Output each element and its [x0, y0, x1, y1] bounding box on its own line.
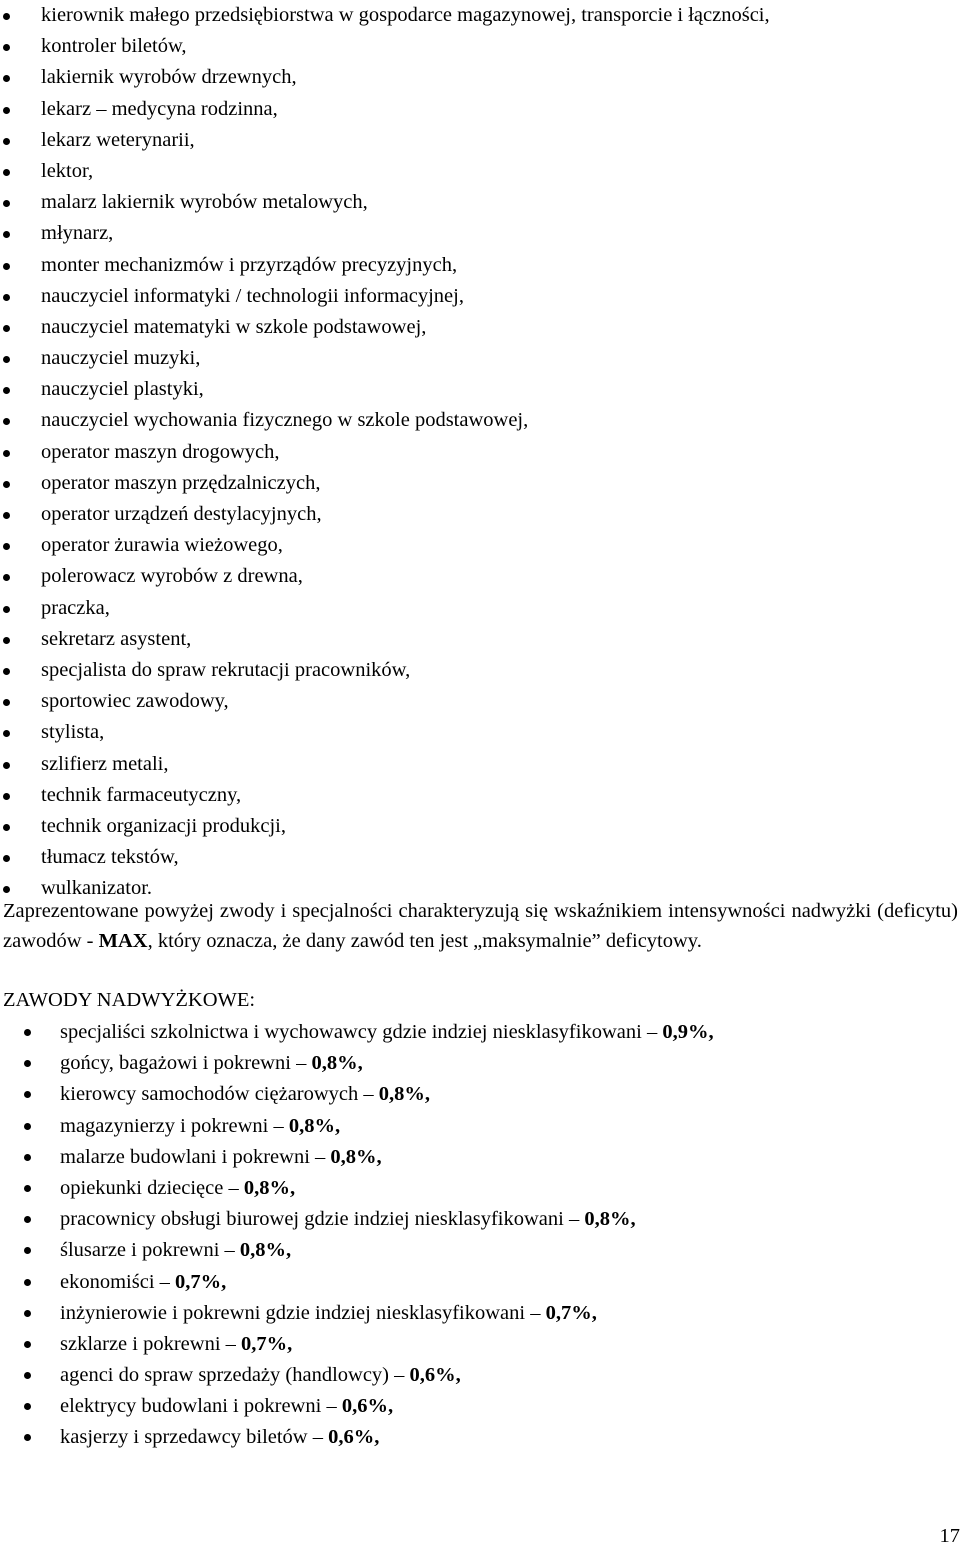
bullet-icon	[24, 1341, 31, 1348]
list-item	[0, 1329, 960, 1360]
list-item	[0, 624, 960, 655]
bullet-icon	[3, 543, 10, 550]
profession-name: agenci do spraw sprzedaży (handlowcy)	[60, 1364, 390, 1387]
dash-separator: –	[220, 1332, 242, 1355]
list-item	[0, 437, 960, 468]
dash-separator: –	[321, 1395, 342, 1418]
list-item	[0, 686, 960, 717]
list-item-text: technik farmaceutyczny,	[41, 783, 242, 806]
bullet-icon	[3, 512, 10, 519]
profession-name: inżynierowie i pokrewni gdzie indziej niesklasyfikowani	[60, 1301, 526, 1324]
list-item-text: operator żurawia wieżowego,	[41, 534, 283, 557]
list-item	[0, 1017, 960, 1048]
bullet-icon	[3, 263, 10, 270]
bullet-icon	[3, 44, 10, 51]
dash-separator: –	[219, 1239, 240, 1262]
list-item-text: kontroler biletów,	[41, 35, 187, 58]
profession-name: elektrycy budowlani i pokrewni	[60, 1395, 322, 1418]
list-item	[0, 1422, 960, 1453]
page-number: 17	[939, 1525, 960, 1547]
bullet-icon	[3, 793, 10, 800]
profession-name: opiekunki dziecięce	[60, 1176, 224, 1199]
list-item	[0, 343, 960, 374]
surplus-value: 0,8%,	[243, 1176, 296, 1199]
bullet-icon	[3, 418, 10, 425]
list-item-text: tłumacz tekstów,	[41, 846, 179, 869]
list-item-text: operator maszyn drogowych,	[41, 440, 280, 463]
paragraph-text-start: Zaprezentowane powyżej zwody i specjalności charakteryzują się wskaźnikiem intensywności nadwyżki (deficytu) zawodów -	[3, 900, 958, 952]
list-item	[0, 1360, 960, 1391]
profession-name: specjaliści szkolnictwa i wychowawcy gdzie indziej niesklasyfikowani	[60, 1021, 642, 1043]
surplus-professions-list	[0, 1017, 960, 1454]
list-item-text: kierownik małego przedsiębiorstwa w gospodarce magazynowej, transporcie i łączności,	[41, 4, 770, 26]
bullet-icon	[24, 1216, 31, 1223]
list-item-text: praczka,	[41, 596, 110, 619]
list-item	[0, 312, 960, 343]
list-item-text: nauczyciel plastyki,	[41, 378, 204, 401]
bullet-icon	[3, 107, 10, 114]
bullet-icon	[3, 450, 10, 457]
bullet-icon	[24, 1123, 31, 1130]
dash-separator: –	[307, 1426, 329, 1449]
surplus-value: 0,6%,	[328, 1426, 380, 1449]
list-item	[0, 749, 960, 780]
bullet-icon	[3, 668, 10, 675]
list-item	[0, 187, 960, 218]
surplus-value: 0,7%,	[241, 1332, 293, 1355]
list-item-text: monter mechanizmów i przyrządów precyzyjnych,	[41, 253, 458, 276]
list-item	[0, 1048, 960, 1079]
bullet-icon	[3, 356, 10, 363]
bullet-icon	[3, 200, 10, 207]
surplus-value: 0,8%,	[288, 1114, 341, 1137]
surplus-value: 0,8%,	[239, 1239, 292, 1262]
list-item-text: sportowiec zawodowy,	[41, 690, 229, 713]
list-item	[0, 1235, 960, 1266]
dash-separator: –	[290, 1052, 312, 1075]
list-item	[0, 530, 960, 561]
bullet-icon	[3, 481, 10, 488]
dash-separator: –	[154, 1270, 176, 1293]
bullet-icon	[3, 637, 10, 644]
list-item	[0, 811, 960, 842]
list-item	[0, 1298, 960, 1329]
list-item	[0, 1079, 960, 1110]
profession-name: malarze budowlani i pokrewni	[60, 1145, 310, 1168]
list-item	[0, 374, 960, 405]
list-item	[0, 499, 960, 530]
bullet-icon	[3, 824, 10, 831]
list-item-text: młynarz,	[41, 222, 114, 245]
bullet-icon	[24, 1154, 31, 1161]
profession-name: pracownicy obsługi biurowej gdzie indziej niesklasyfikowani	[60, 1208, 564, 1231]
list-item	[0, 250, 960, 281]
bullet-icon	[3, 169, 10, 176]
bullet-icon	[3, 325, 10, 332]
paragraph-text-end: , który oznacza, że dany zawód ten jest „maksymalnie” deficytowy.	[147, 930, 702, 952]
bullet-icon	[3, 886, 10, 893]
list-item	[0, 281, 960, 312]
list-item	[0, 405, 960, 436]
surplus-value: 0,8%,	[378, 1083, 431, 1106]
list-item-text: nauczyciel wychowania fizycznego w szkole podstawowej,	[41, 409, 529, 432]
list-item-text: sekretarz asystent,	[41, 627, 192, 650]
list-item-text: lakiernik wyrobów drzewnych,	[41, 66, 297, 89]
bullet-icon	[3, 855, 10, 862]
list-item-text: polerowacz wyrobów z drewna,	[41, 565, 303, 588]
bullet-icon	[24, 1185, 31, 1192]
list-item-text: specjalista do spraw rekrutacji pracowników,	[41, 658, 411, 681]
dash-separator: –	[641, 1021, 663, 1043]
bullet-icon	[3, 13, 10, 20]
list-item	[0, 1267, 960, 1298]
dash-separator: –	[223, 1176, 244, 1199]
bullet-icon	[3, 138, 10, 145]
list-item	[0, 468, 960, 499]
bullet-icon	[3, 730, 10, 737]
list-item	[0, 1142, 960, 1173]
dash-separator: –	[309, 1145, 331, 1168]
list-item	[0, 842, 960, 873]
list-item	[0, 561, 960, 592]
bullet-icon	[3, 294, 10, 301]
list-item-text: lektor,	[41, 159, 94, 182]
surplus-value: 0,8%,	[584, 1208, 636, 1231]
surplus-value: 0,6%,	[341, 1395, 394, 1418]
bullet-icon	[24, 1372, 31, 1379]
list-item	[0, 1111, 960, 1142]
surplus-value: 0,6%,	[409, 1364, 461, 1387]
bullet-icon	[3, 75, 10, 82]
paragraph-bold-max: MAX	[98, 930, 148, 952]
surplus-value: 0,7%,	[545, 1301, 597, 1324]
list-item-text: nauczyciel matematyki w szkole podstawowej,	[41, 315, 427, 338]
bullet-icon	[24, 1029, 31, 1036]
profession-name: kierowcy samochodów ciężarowych	[60, 1083, 359, 1106]
dash-separator: –	[268, 1114, 289, 1137]
profession-name: ekonomiści	[60, 1270, 155, 1293]
list-item-text: nauczyciel muzyki,	[41, 347, 201, 370]
list-item	[0, 1391, 960, 1422]
list-item	[0, 593, 960, 624]
bullet-icon	[3, 606, 10, 613]
bullet-icon	[24, 1310, 31, 1317]
list-item-text: szlifierz metali,	[41, 752, 169, 775]
list-item	[0, 156, 960, 187]
bullet-icon	[24, 1403, 31, 1410]
list-item-text: lekarz – medycyna rodzinna,	[41, 97, 278, 120]
bullet-icon	[3, 231, 10, 238]
list-item	[0, 218, 960, 249]
profession-name: kasjerzy i sprzedawcy biletów	[60, 1426, 308, 1449]
bullet-icon	[3, 574, 10, 581]
profession-name: magazynierzy i pokrewni	[60, 1114, 269, 1137]
bullet-icon	[24, 1091, 31, 1098]
bullet-icon	[3, 699, 10, 706]
list-item	[0, 94, 960, 125]
list-item	[0, 717, 960, 748]
bullet-icon	[24, 1060, 31, 1067]
list-item	[0, 125, 960, 156]
dash-separator: –	[563, 1208, 585, 1231]
list-item	[0, 780, 960, 811]
list-item-text: operator urządzeń destylacyjnych,	[41, 503, 322, 525]
list-item-text: stylista,	[41, 721, 105, 744]
bullet-icon	[3, 387, 10, 394]
bullet-icon	[3, 762, 10, 769]
list-item	[0, 1173, 960, 1204]
profession-name: gońcy, bagażowi i pokrewni	[60, 1052, 291, 1075]
list-item-text: nauczyciel informatyki / technologii informacyjnej,	[41, 284, 464, 307]
surplus-value: 0,8%,	[330, 1145, 382, 1168]
bullet-icon	[24, 1279, 31, 1286]
list-item-text: lekarz weterynarii,	[41, 128, 195, 151]
list-item	[0, 1204, 960, 1235]
surplus-value: 0,7%,	[175, 1270, 227, 1293]
list-item	[0, 62, 960, 93]
bullet-icon	[24, 1247, 31, 1254]
list-item-text: operator maszyn przędzalniczych,	[41, 471, 321, 494]
surplus-value: 0,9%,	[662, 1021, 714, 1043]
list-item-text: malarz lakiernik wyrobów metalowych,	[41, 191, 368, 214]
profession-name: ślusarze i pokrewni	[60, 1239, 220, 1262]
dash-separator: –	[525, 1301, 546, 1324]
list-item	[0, 655, 960, 686]
bullet-icon	[24, 1434, 31, 1441]
dash-separator: –	[389, 1364, 410, 1387]
profession-name: szklarze i pokrewni	[60, 1332, 221, 1355]
list-item-text: wulkanizator.	[41, 877, 153, 900]
surplus-value: 0,8%,	[311, 1052, 363, 1075]
section-heading: ZAWODY NADWYŻKOWE:	[3, 989, 256, 1011]
summary-paragraph	[3, 896, 958, 956]
dash-separator: –	[358, 1083, 379, 1106]
list-item	[0, 31, 960, 62]
list-item-text: technik organizacji produkcji,	[41, 814, 286, 837]
list-item	[0, 0, 960, 31]
